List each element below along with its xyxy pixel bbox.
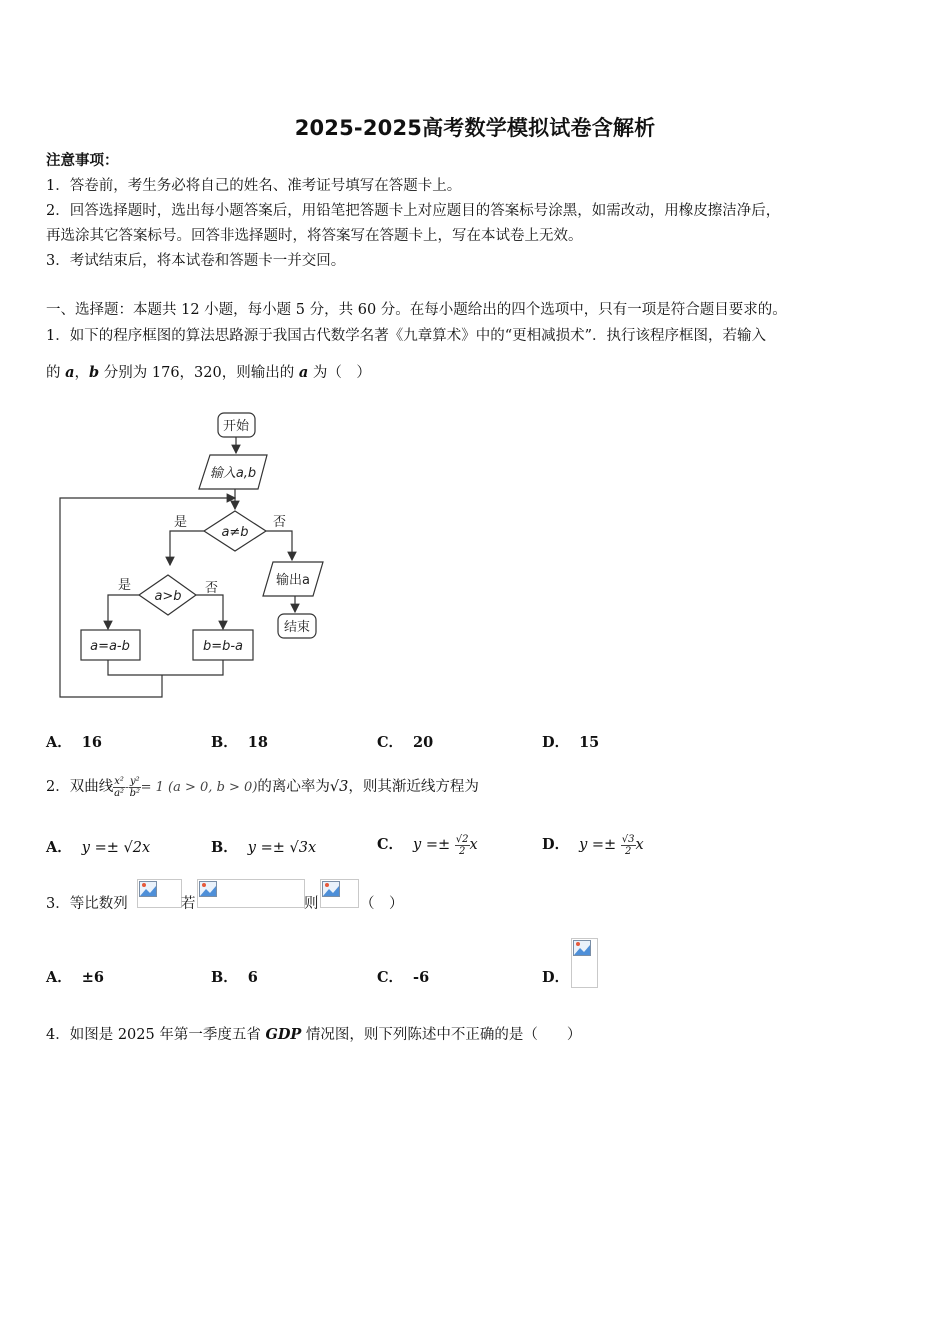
flow-no2-label: 否 xyxy=(205,581,219,596)
broken-image-icon xyxy=(322,881,340,897)
q3-image-1 xyxy=(137,879,182,908)
q3-image-3 xyxy=(320,879,359,908)
flow-yes1-label: 是 xyxy=(174,515,188,530)
broken-image-icon xyxy=(199,881,217,897)
q2-stem: 2．双曲线 $\frac{\text{x²}}{\text{a²}}$ - $\frac{\text{y²}}{\text{b²}}$ = 1 (a > 0, b > 0)的离心率为√3，则其渐近线方程为 xyxy=(46,775,479,799)
flow-end-label: 结束 xyxy=(283,620,311,635)
broken-image-icon xyxy=(573,940,591,956)
page-title: 2025-2025高考数学模拟试卷含解析 xyxy=(294,116,656,140)
q3-image-2 xyxy=(197,879,305,908)
q3-option-a: A． ±6 xyxy=(46,969,105,986)
q1-option-b: B． 18 xyxy=(211,734,268,751)
q1-option-c: C． 20 xyxy=(377,734,434,751)
notice-item-2: 2．回答选择题时，选出每小题答案后，用铅笔把答题卡上对应题目的答案标号涂黑，如需改动，用橡皮擦洁净后， xyxy=(46,203,781,219)
q3-option-c: C． -6 xyxy=(377,969,430,986)
q3-option-d: D． xyxy=(542,969,570,986)
q2-option-c: C． y =± $\frac{√2}{2}$ x xyxy=(377,833,478,857)
q1-stem-line1: 1．如下的程序框图的算法思路源于我国古代数学名著《九章算术》中的“更相减损术”．执行该程序框图，若输入 xyxy=(46,328,767,344)
q2-frac-x: $\frac{\text{x²}}{\text{a²}}$ xyxy=(114,775,125,799)
flow-cond1-label: a≠b xyxy=(221,525,249,540)
section-heading: 一、选择题：本题共 12 小题，每小题 5 分，共 60 分。在每小题给出的四个选项中，只有一项是符合题目要求的。 xyxy=(46,302,787,318)
q3-stem-mid: 若 xyxy=(181,896,196,912)
flow-output-label: 输出a xyxy=(276,573,310,588)
flow-assign2-label: b=b-a xyxy=(202,639,244,654)
q1-option-d: D． 15 xyxy=(542,734,600,751)
q3-stem-pre: 3．等比数列 xyxy=(46,896,128,912)
q2-option-d: D． y =± $\frac{√3}{2}$ x xyxy=(542,833,644,857)
q1-flowchart xyxy=(55,405,345,705)
flow-start-label: 开始 xyxy=(222,419,250,434)
q2-option-b: B． y =± √3x xyxy=(211,839,317,856)
flow-no1-label: 否 xyxy=(273,515,287,530)
broken-image-icon xyxy=(139,881,157,897)
q3-option-b: B． 6 xyxy=(211,969,258,986)
q1-stem-line2: 的 a，b 分别为 176，320，则输出的 a 为（ ） xyxy=(46,364,371,381)
flow-assign1-label: a=a-b xyxy=(90,639,130,654)
q1-option-a: A． 16 xyxy=(46,734,102,751)
notice-item-1: 1．答卷前，考生务必将自己的姓名、准考证号填写在答题卡上。 xyxy=(46,178,462,194)
q3-stem-post: （ ） xyxy=(360,896,404,912)
q4-stem: 4．如图是 2025 年第一季度五省 GDP 情况图，则下列陈述中不正确的是（ ） xyxy=(46,1026,582,1043)
flow-cond2-label: a>b xyxy=(154,589,182,604)
notice-heading: 注意事项： xyxy=(46,152,119,169)
notice-item-2-cont: 再选涂其它答案标号。回答非选择题时，将答案写在答题卡上，写在本试卷上无效。 xyxy=(46,228,583,244)
q3-option-d-image xyxy=(571,938,598,988)
flow-input-label: 输入a,b xyxy=(209,466,257,481)
flow-yes2-label: 是 xyxy=(118,578,132,593)
q2-option-a: A． y =± √2x xyxy=(46,839,151,856)
q2-frac-y: $\frac{\text{y²}}{\text{b²}}$ xyxy=(129,775,140,799)
notice-item-3: 3．考试结束后，将本试卷和答题卡一并交回。 xyxy=(46,253,346,269)
q3-stem-then: 则 xyxy=(304,896,319,912)
